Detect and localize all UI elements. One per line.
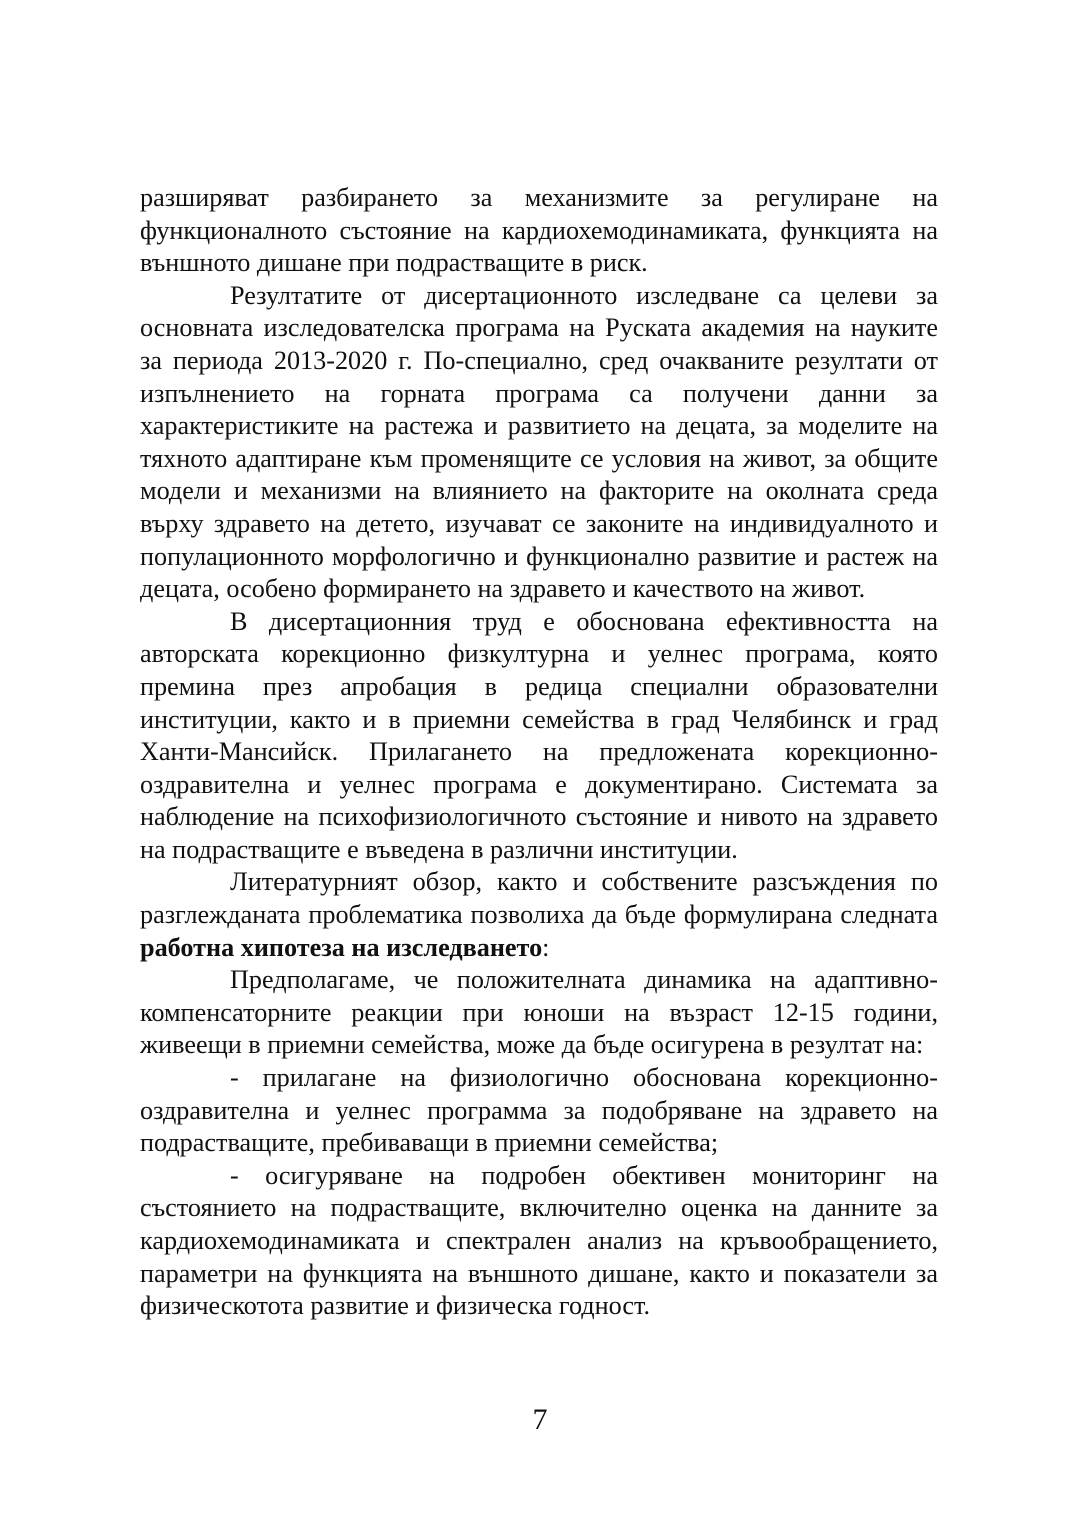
paragraph-5: Предполагаме, че положителната динамика на адаптивно-компенсаторните реакции при юноши на възраст 12-15 години, живеещи в приемни семейства, може да бъде осигурена в резултат на:	[140, 965, 938, 1060]
page-number: 7	[532, 1403, 548, 1436]
paragraph-2: Резултатите от дисертационното изследване са целеви за основната изследователска програма на Руската академия на науките за периода 2013-2020 г. По-специално, сред очакваните резултати от изпълнението на горната програма са получени данни за характеристиките на растежа и развитието на децата, за моделите на тяхното адаптиране към променящите се условия на живот, за общите модели и механизми на влиянието на факторите на околната среда върху здравето на детето, изучават се законите на индивидуалното и популационното морфологично и функционално развитие и растеж на децата, особено формирането на здравето и качеството на живот.	[140, 280, 938, 604]
paragraph-1: разширяват разбирането за механизмите за регулиране на функционалното състояние на кардиохемодинамиката, функцията на външното дишане при подрастващите в риск.	[140, 183, 938, 278]
list-item-2: - осигуряване на подробен обективен мониторинг на състоянието на подрастващите, включително оценка на данните за кардиохемодинамиката и спектрален анализ на кръвообращението, параметри на функцията на външното дишане, както и показатели за физическотота развитие и физическа годност.	[140, 1160, 938, 1321]
paragraph-4	[140, 866, 938, 964]
body-text	[140, 182, 938, 1323]
paragraph-4-tail: :	[542, 932, 550, 962]
hypothesis-heading: работна хипотеза на изследването	[140, 932, 543, 962]
paragraph-3: В дисертационния труд е обоснована ефективността на авторската корекционно физкултурна и уелнес програма, която премина през апробация в редица специални образователни институции, както и в приемни семейства в град Челябинск и град Ханти-Мансийск. Прилагането на предложената корекционно-оздравителна и уелнес програма е документирано. Системата за наблюдение на психофизиологичното състояние и нивото на здравето на подрастващите е въведена в различни институции.	[140, 606, 938, 864]
list-item-1: - прилагане на физиологично обоснована корекционно-оздравителна и уелнес программа за подобряване на здравето на подрастващите, пребиваващи в приемни семейства;	[140, 1063, 938, 1158]
paragraph-4-lead: Литературният обзор, както и собствените разсъждения по разглежданата проблематика позволиха да бъде формулирана следната	[140, 867, 938, 930]
